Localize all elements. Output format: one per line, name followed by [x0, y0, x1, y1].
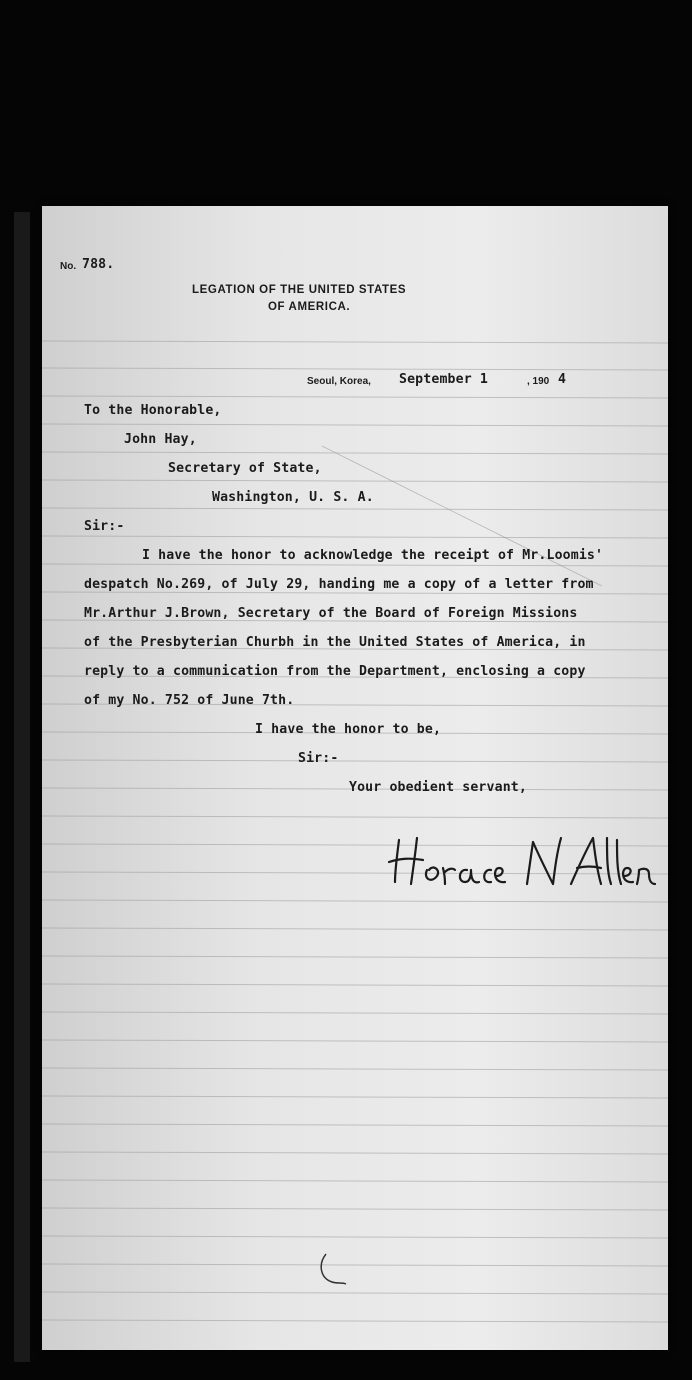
- address-line: Washington, U. S. A.: [212, 490, 374, 505]
- date: September 1: [399, 372, 488, 387]
- body-line: Mr.Arthur J.Brown, Secretary of the Board of Foreign Missions: [84, 606, 578, 621]
- place: Seoul, Korea,: [307, 376, 371, 387]
- year-prefix: , 190: [527, 376, 550, 387]
- number-label: No.: [60, 261, 77, 272]
- body-line: reply to a communication from the Department, enclosing a copy: [84, 664, 586, 679]
- greeting: Sir:-: [84, 519, 125, 534]
- address-line: John Hay,: [124, 432, 197, 447]
- letterhead-line-1: LEGATION OF THE UNITED STATES: [192, 284, 407, 296]
- body-line: of my No. 752 of June 7th.: [84, 693, 295, 708]
- year-suffix: 4: [558, 372, 567, 387]
- film-edge: [14, 212, 30, 1362]
- address-line: Secretary of State,: [168, 461, 322, 476]
- signature-image: [387, 826, 657, 896]
- pencil-mark: [312, 1250, 352, 1290]
- closing-line: Your obedient servant,: [349, 780, 527, 795]
- body-line: despatch No.269, of July 29, handing me a copy of a letter from: [84, 577, 594, 592]
- letterhead-line-2: OF AMERICA.: [268, 301, 351, 313]
- letter-sheet: [42, 206, 668, 1350]
- body-line: of the Presbyterian Churbh in the United States of America, in: [84, 635, 586, 650]
- body-line: I have the honor to acknowledge the receipt of Mr.Loomis': [142, 548, 604, 563]
- closing-line: Sir:-: [298, 751, 339, 766]
- closing-line: I have the honor to be,: [255, 722, 442, 737]
- despatch-number: 788.: [82, 257, 115, 272]
- address-line: To the Honorable,: [84, 403, 222, 418]
